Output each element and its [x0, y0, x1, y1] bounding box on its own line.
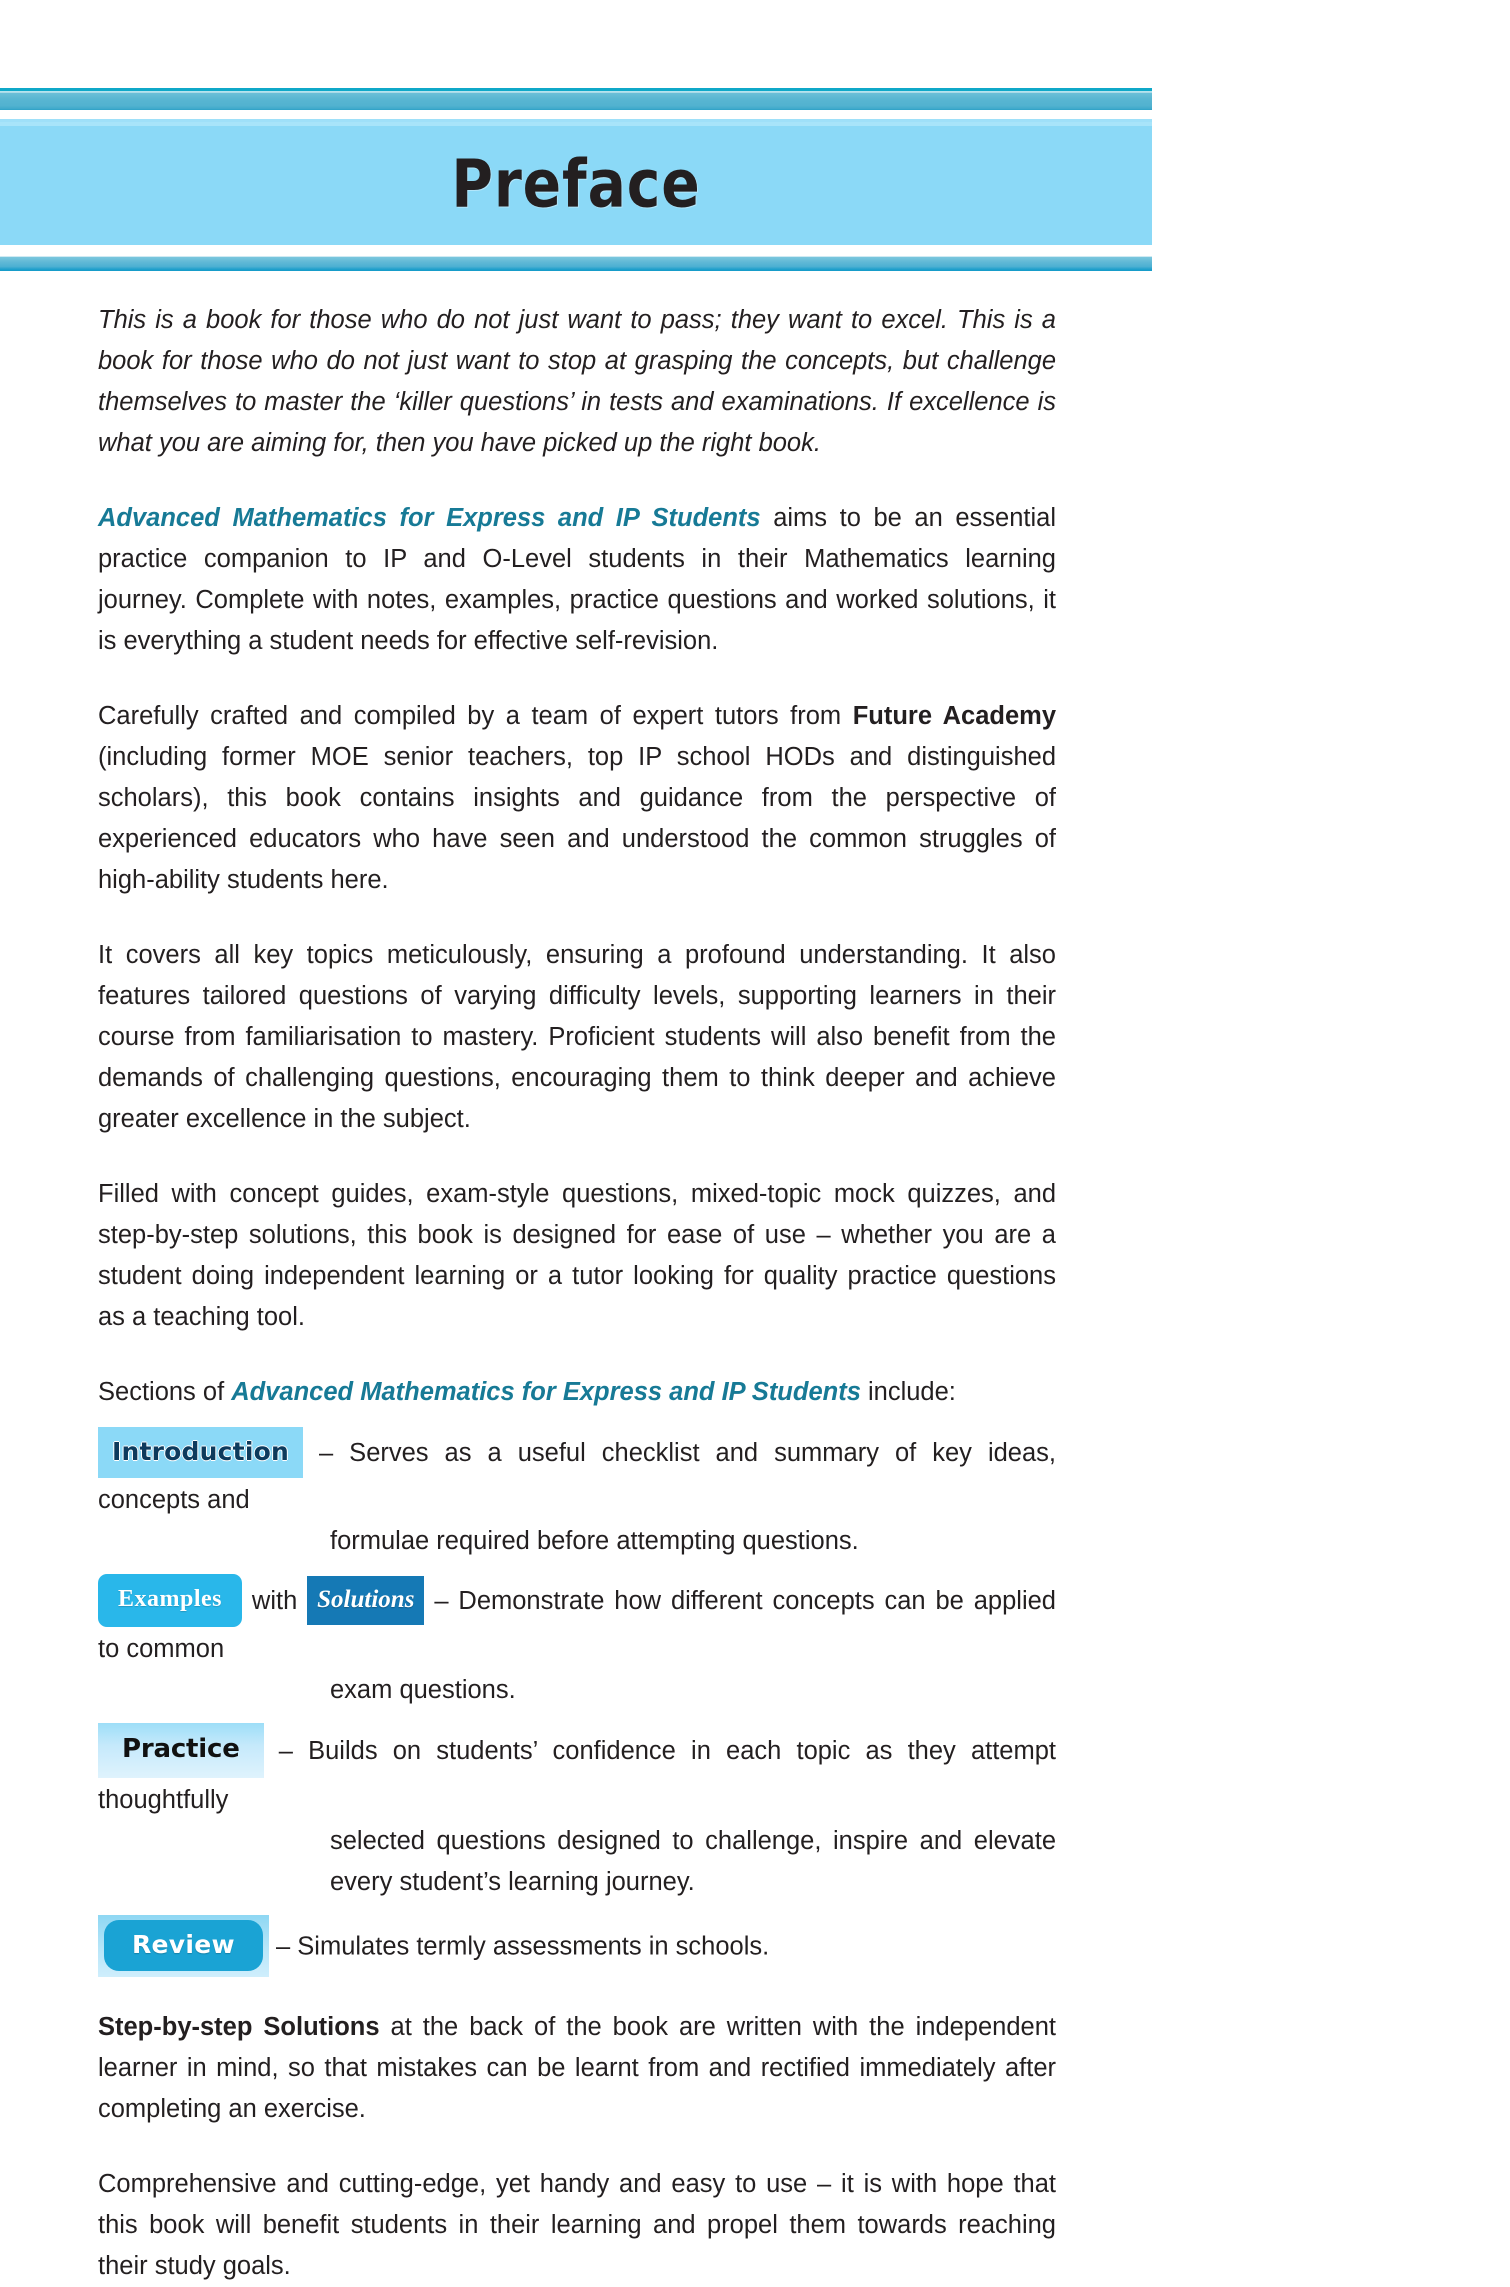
book-title-accent: Advanced Mathematics for Express and IP Students [98, 504, 761, 532]
sections-lead [98, 1372, 1056, 1413]
paragraph-solutions-rest: at the back of the book are written with the independent learner in mind, so that mistakes can be learnt from and rectified immediately after completing an exercise. [98, 2013, 1056, 2123]
section-item-introduction [98, 1429, 1056, 1562]
badge-solutions: Solutions [307, 1576, 424, 1625]
section-introduction-line1 [98, 1429, 1056, 1521]
section-review-desc: – Simulates termly assessments in schools. [268, 1932, 770, 1961]
paragraph-coverage: It covers all key topics meticulously, ensuring a profound understanding. It also features tailored questions of varying difficulty levels, supporting learners in their course from familiarisation to mastery. Proficient students will also benefit from the demands of challenging questions, encouraging them to think deeper and achieve greater excellence in the subject. [98, 941, 1056, 1133]
page-content [98, 300, 1056, 2287]
badge-introduction: Introduction [98, 1427, 303, 1478]
sections-lead-suffix: include: [860, 1378, 956, 1406]
section-item-review [98, 1917, 1056, 1979]
section-practice-desc: – Builds on students’ confidence in each topic as they attempt thoughtfully [98, 1737, 1056, 1814]
section-practice-line2: selected questions designed to challenge, inspire and elevate every student’s learning journey. [330, 1827, 1056, 1896]
header-top-rule [0, 88, 1152, 110]
paragraph-authors-rest: (including former MOE senior teachers, top IP school HODs and distinguished scholars), this book contains insights and guidance from the perspective of experienced educators who have seen and understood the common struggles of high-ability students here. [98, 743, 1056, 894]
sections-lead-title: Advanced Mathematics for Express and IP Students [231, 1378, 861, 1406]
paragraph-closing: Comprehensive and cutting-edge, yet handy and easy to use – it is with hope that this book will benefit students in their learning and propel them towards reaching their study goals. [98, 2170, 1056, 2280]
badge-review-frame [98, 1915, 269, 1977]
page-title: Preface [451, 145, 701, 222]
section-introduction-line2: formulae required before attempting questions. [330, 1527, 859, 1555]
header-bottom-rule [0, 255, 1152, 271]
section-item-examples [98, 1576, 1056, 1711]
paragraph-about-book [98, 498, 1056, 662]
section-examples-desc: – Demonstrate how different concepts can be applied to common [98, 1587, 1056, 1663]
section-examples-line1 [98, 1576, 1056, 1670]
badge-examples: Examples [98, 1574, 242, 1627]
title-band [0, 119, 1152, 245]
header-rule-gap [0, 110, 1152, 119]
section-examples-connector: with [242, 1587, 308, 1616]
sections-lead-prefix: Sections of [98, 1378, 232, 1406]
badge-practice: Practice [98, 1723, 264, 1778]
page-header [0, 88, 1152, 271]
paragraph-authors [98, 696, 1056, 901]
section-practice-line1 [98, 1725, 1056, 1821]
paragraph-authors-lead: Carefully crafted and compiled by a team of expert tutors from [98, 702, 853, 730]
step-by-step-bold: Step-by-step Solutions [98, 2013, 380, 2041]
paragraph-contents: Filled with concept guides, exam-style questions, mixed-topic mock quizzes, and step-by-step solutions, this book is designed for ease of use – whether you are a student doing independent learning or a tutor looking for quality practice questions as a teaching tool. [98, 1180, 1056, 1331]
section-examples-line2: exam questions. [330, 1676, 516, 1704]
badge-review: Review [104, 1920, 263, 1971]
section-review-line1 [98, 1917, 1056, 1979]
paragraph-solutions [98, 2007, 1056, 2130]
paragraph-about-book-rest: aims to be an essential practice companion to IP and O-Level students in their Mathematics learning journey. Complete with notes, examples, practice questions and worked solutions, it is everything a student needs for effective self-revision. [98, 504, 1056, 655]
section-item-practice [98, 1725, 1056, 1903]
future-academy-bold: Future Academy [852, 702, 1057, 730]
intro-paragraph: This is a book for those who do not just want to pass; they want to excel. This is a book for those who do not just want to stop at grasping the concepts, but challenge themselves to master the ‘killer questions’ in tests and examinations. If excellence is what you are aiming for, then you have picked up the right book. [98, 306, 1056, 457]
section-introduction-desc: – Serves as a useful checklist and summary of key ideas, concepts and [98, 1439, 1056, 1514]
